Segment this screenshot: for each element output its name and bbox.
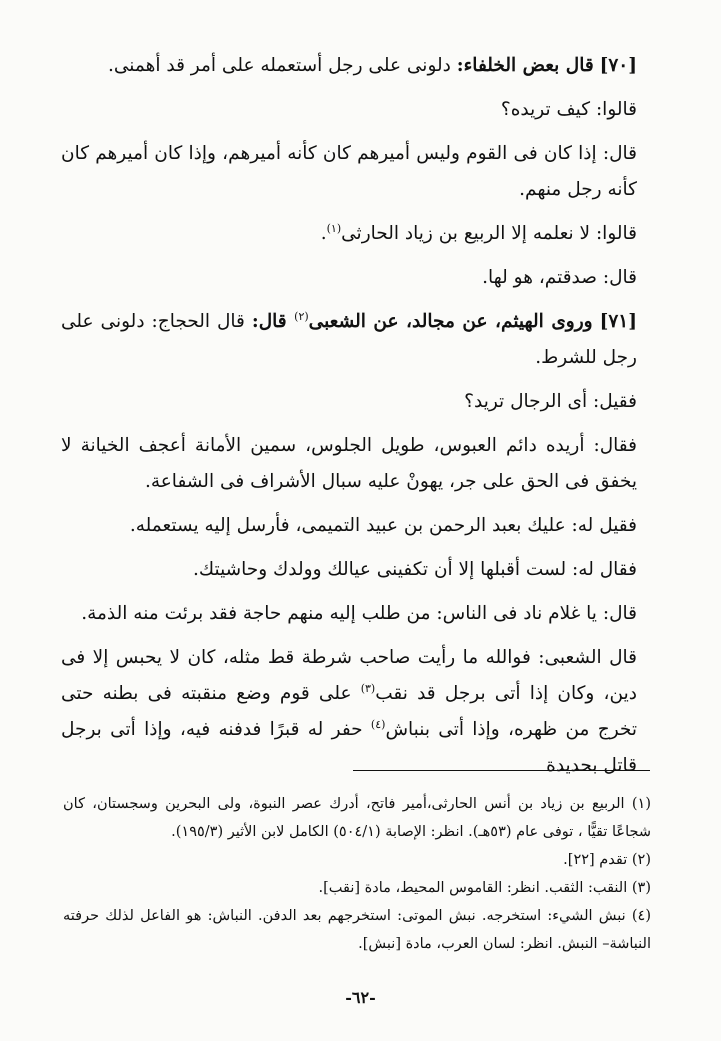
- footnote-1: (١) الربيع بن زياد بن أنس الحارثى،أمير فاتح، أدرك عصر النبوة، ولى البحرين وسجستان، كان شجاعًا تقيًّا ، توفى عام (٥٣هـ). انظر: الإصابة (٥٠٤/١) الكامل لابن الأثير (١٩٥/٣).: [63, 796, 651, 840]
- paragraph-70: [61, 48, 651, 84]
- footnotes: [63, 790, 651, 958]
- paragraph-final: [61, 640, 651, 784]
- paragraph-71: [61, 304, 651, 376]
- paragraph-a2: قال: صدقتم، هو لها.: [482, 267, 637, 288]
- footnote-2: (٢) تقدم [٢٢].: [563, 852, 651, 868]
- footnote-ref-4: (٤): [370, 717, 386, 731]
- entry-number: [٧٠]: [599, 55, 637, 76]
- paragraph-text: دلونى على رجل أستعمله على أمر قد أهمنى.: [108, 55, 451, 76]
- paragraph-text: قال الحجاج: دلونى على رجل للشرط.: [61, 311, 637, 368]
- paragraph-q4: فقيل له: عليك بعبد الرحمن بن عبيد التميمى، فأرسل إليه يستعمله.: [129, 515, 637, 536]
- paragraph-text: قال الشعبى: فوالله ما رأيت صاحب شرطة قط مثله، كان لا يحبس إلا فى دين، وكان إذا أتى برجل قد نقب: [61, 647, 637, 704]
- paragraph-a4: فقال له: لست أقبلها إلا أن تكفينى عيالك وولدك وحاشيتك.: [193, 559, 637, 580]
- speaker: قال بعض الخلفاء:: [456, 55, 594, 76]
- paragraph-a1: قال: إذا كان فى القوم وليس أميرهم كان كأنه أميرهم، وإذا كان أميرهم كان كأنه رجل منهم.: [61, 143, 637, 200]
- footnote-ref-3: (٣): [360, 681, 376, 695]
- footnote-4: (٤) نبش الشيء: استخرجه. نبش الموتى: استخرجهم بعد الدفن. النباش: هو الفاعل لذلك حرفته النباشة– النبش. انظر: لسان العرب، مادة [نبش].: [63, 908, 651, 952]
- main-text: [61, 48, 651, 792]
- paragraph-q2: [61, 216, 651, 252]
- paragraph-text: قالوا: لا نعلمه إلا الربيع بن زياد الحارثى: [341, 223, 637, 244]
- punctuation: .: [320, 223, 327, 244]
- paragraph-a5: قال: يا غلام ناد فى الناس: من طلب إليه منهم حاجة فقد برئت منه الذمة.: [81, 603, 637, 624]
- paragraph-q3: فقيل: أى الرجال تريد؟: [464, 391, 637, 412]
- paragraph-q1: قالوا: كيف تريده؟: [500, 99, 637, 120]
- said-label: قال:: [251, 311, 295, 332]
- footnote-ref-2: (٢): [294, 309, 309, 323]
- footnote-divider: [353, 770, 650, 771]
- page-number: -٦٢-: [345, 988, 376, 1007]
- isnad-chain: وروى الهيثم، عن مجالد، عن الشعبى: [308, 311, 593, 332]
- footnote-3: (٣) النقب: الثقب. انظر: القاموس المحيط، مادة [نقب].: [318, 880, 651, 896]
- entry-number: [٧١]: [599, 311, 637, 332]
- paragraph-text: حفر له قبرًا فدفنه فيه، وإذا أتى برجل قاتل بحديدة: [61, 719, 637, 776]
- paragraph-a3: فقال: أريده دائم العبوس، طويل الجلوس، سمين الأمانة أعجف الخيانة لا يخفق فى الحق على جر، يهونْ عليه سبال الأشراف فى الشفاعة.: [61, 435, 637, 492]
- footnote-ref-1: (١): [326, 221, 342, 235]
- paragraph-text: على قوم وضع منقبته فى بطنه حتى تخرج من ظهره، وإذا أتى بنباش: [61, 683, 637, 740]
